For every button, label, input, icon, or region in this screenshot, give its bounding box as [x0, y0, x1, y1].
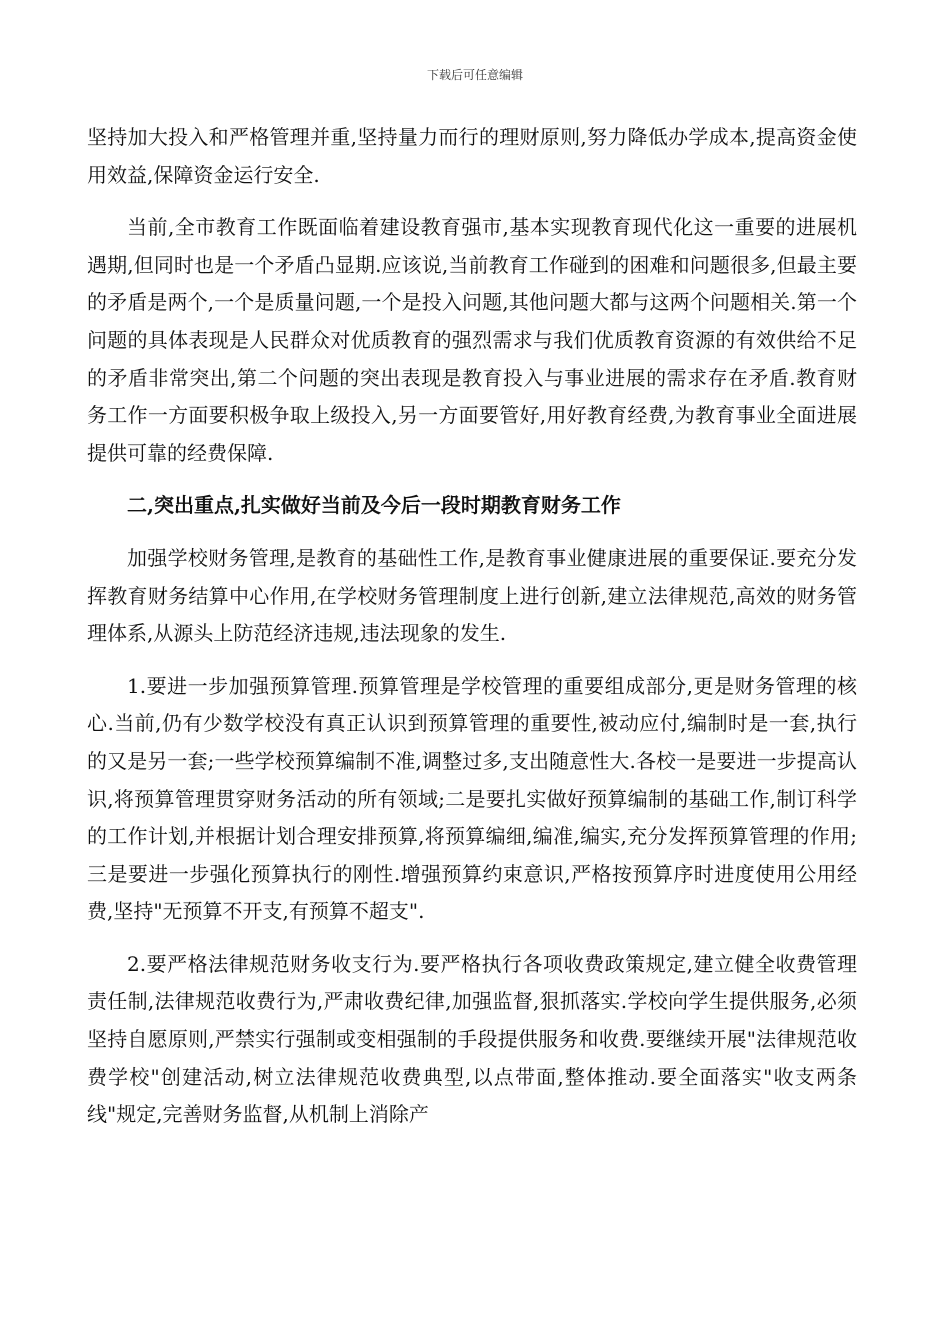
paragraph-current-situation: 当前,全市教育工作既面临着建设教育强市,基本实现教育现代化这一重要的进展机遇期,但同时也是一个矛盾凸显期.应该说,当前教育工作碰到的困难和问题很多,但最主要的矛盾是两个,一个是质量问题,一个是投入问题,其他问题大都与这两个问题相关.第一个问题的具体表现是人民群众对优质教育的强烈需求与我们优质教育资源的有效供给不足的矛盾非常突出,第二个问题的突出表现是教育投入与事业进展的需求存在矛盾.教育财务工作一方面要积极争取上级投入,另一方面要管好,用好教育经费,为教育事业全面进展提供可靠的经费保障.	[87, 215, 857, 465]
paragraph-financial-management: 加强学校财务管理,是教育的基础性工作,是教育事业健康进展的重要保证.要充分发挥教育财务结算中心作用,在学校财务管理制度上进行创新,建立法律规范,高效的财务管理体系,从源头上防范经济违规,违法现象的发生.	[87, 545, 857, 646]
paragraph-revenue-expenditure: 2.要严格法律规范财务收支行为.要严格执行各项收费政策规定,建立健全收费管理责任制,法律规范收费行为,严肃收费纪律,加强监督,狠抓落实.学校向学生提供服务,必须坚持自愿原则,严禁实行强制或变相强制的手段提供服务和收费.要继续开展"法律规范收费学校"创建活动,树立法律规范收费典型,以点带面,整体推动.要全面落实"收支两条线"规定,完善财务监督,从机制上消除产	[87, 951, 857, 1127]
paragraph-continuation: 坚持加大投入和严格管理并重,坚持量力而行的理财原则,努力降低办学成本,提高资金使用效益,保障资金运行安全.	[87, 125, 857, 187]
page-header: 下载后可任意编辑	[426, 68, 523, 82]
section-heading: 二,突出重点,扎实做好当前及今后一段时期教育财务工作	[127, 493, 621, 518]
document-body	[87, 119, 857, 1149]
paragraph-budget-management: 1.要进一步加强预算管理.预算管理是学校管理的重要组成部分,更是财务管理的核心.当前,仍有少数学校没有真正认识到预算管理的重要性,被动应付,编制时是一套,执行的又是另一套;一些学校预算编制不准,调整过多,支出随意性大.各校一是要进一步提高认识,将预算管理贯穿财务活动的所有领域;二是要扎实做好预算编制的基础工作,制订科学的工作计划,并根据计划合理安排预算,将预算编细,编准,编实,充分发挥预算管理的作用;三是要进一步强化预算执行的刚性.增强预算约束意识,严格按预算序时进度使用公用经费,坚持"无预算不开支,有预算不超支".	[87, 673, 857, 924]
